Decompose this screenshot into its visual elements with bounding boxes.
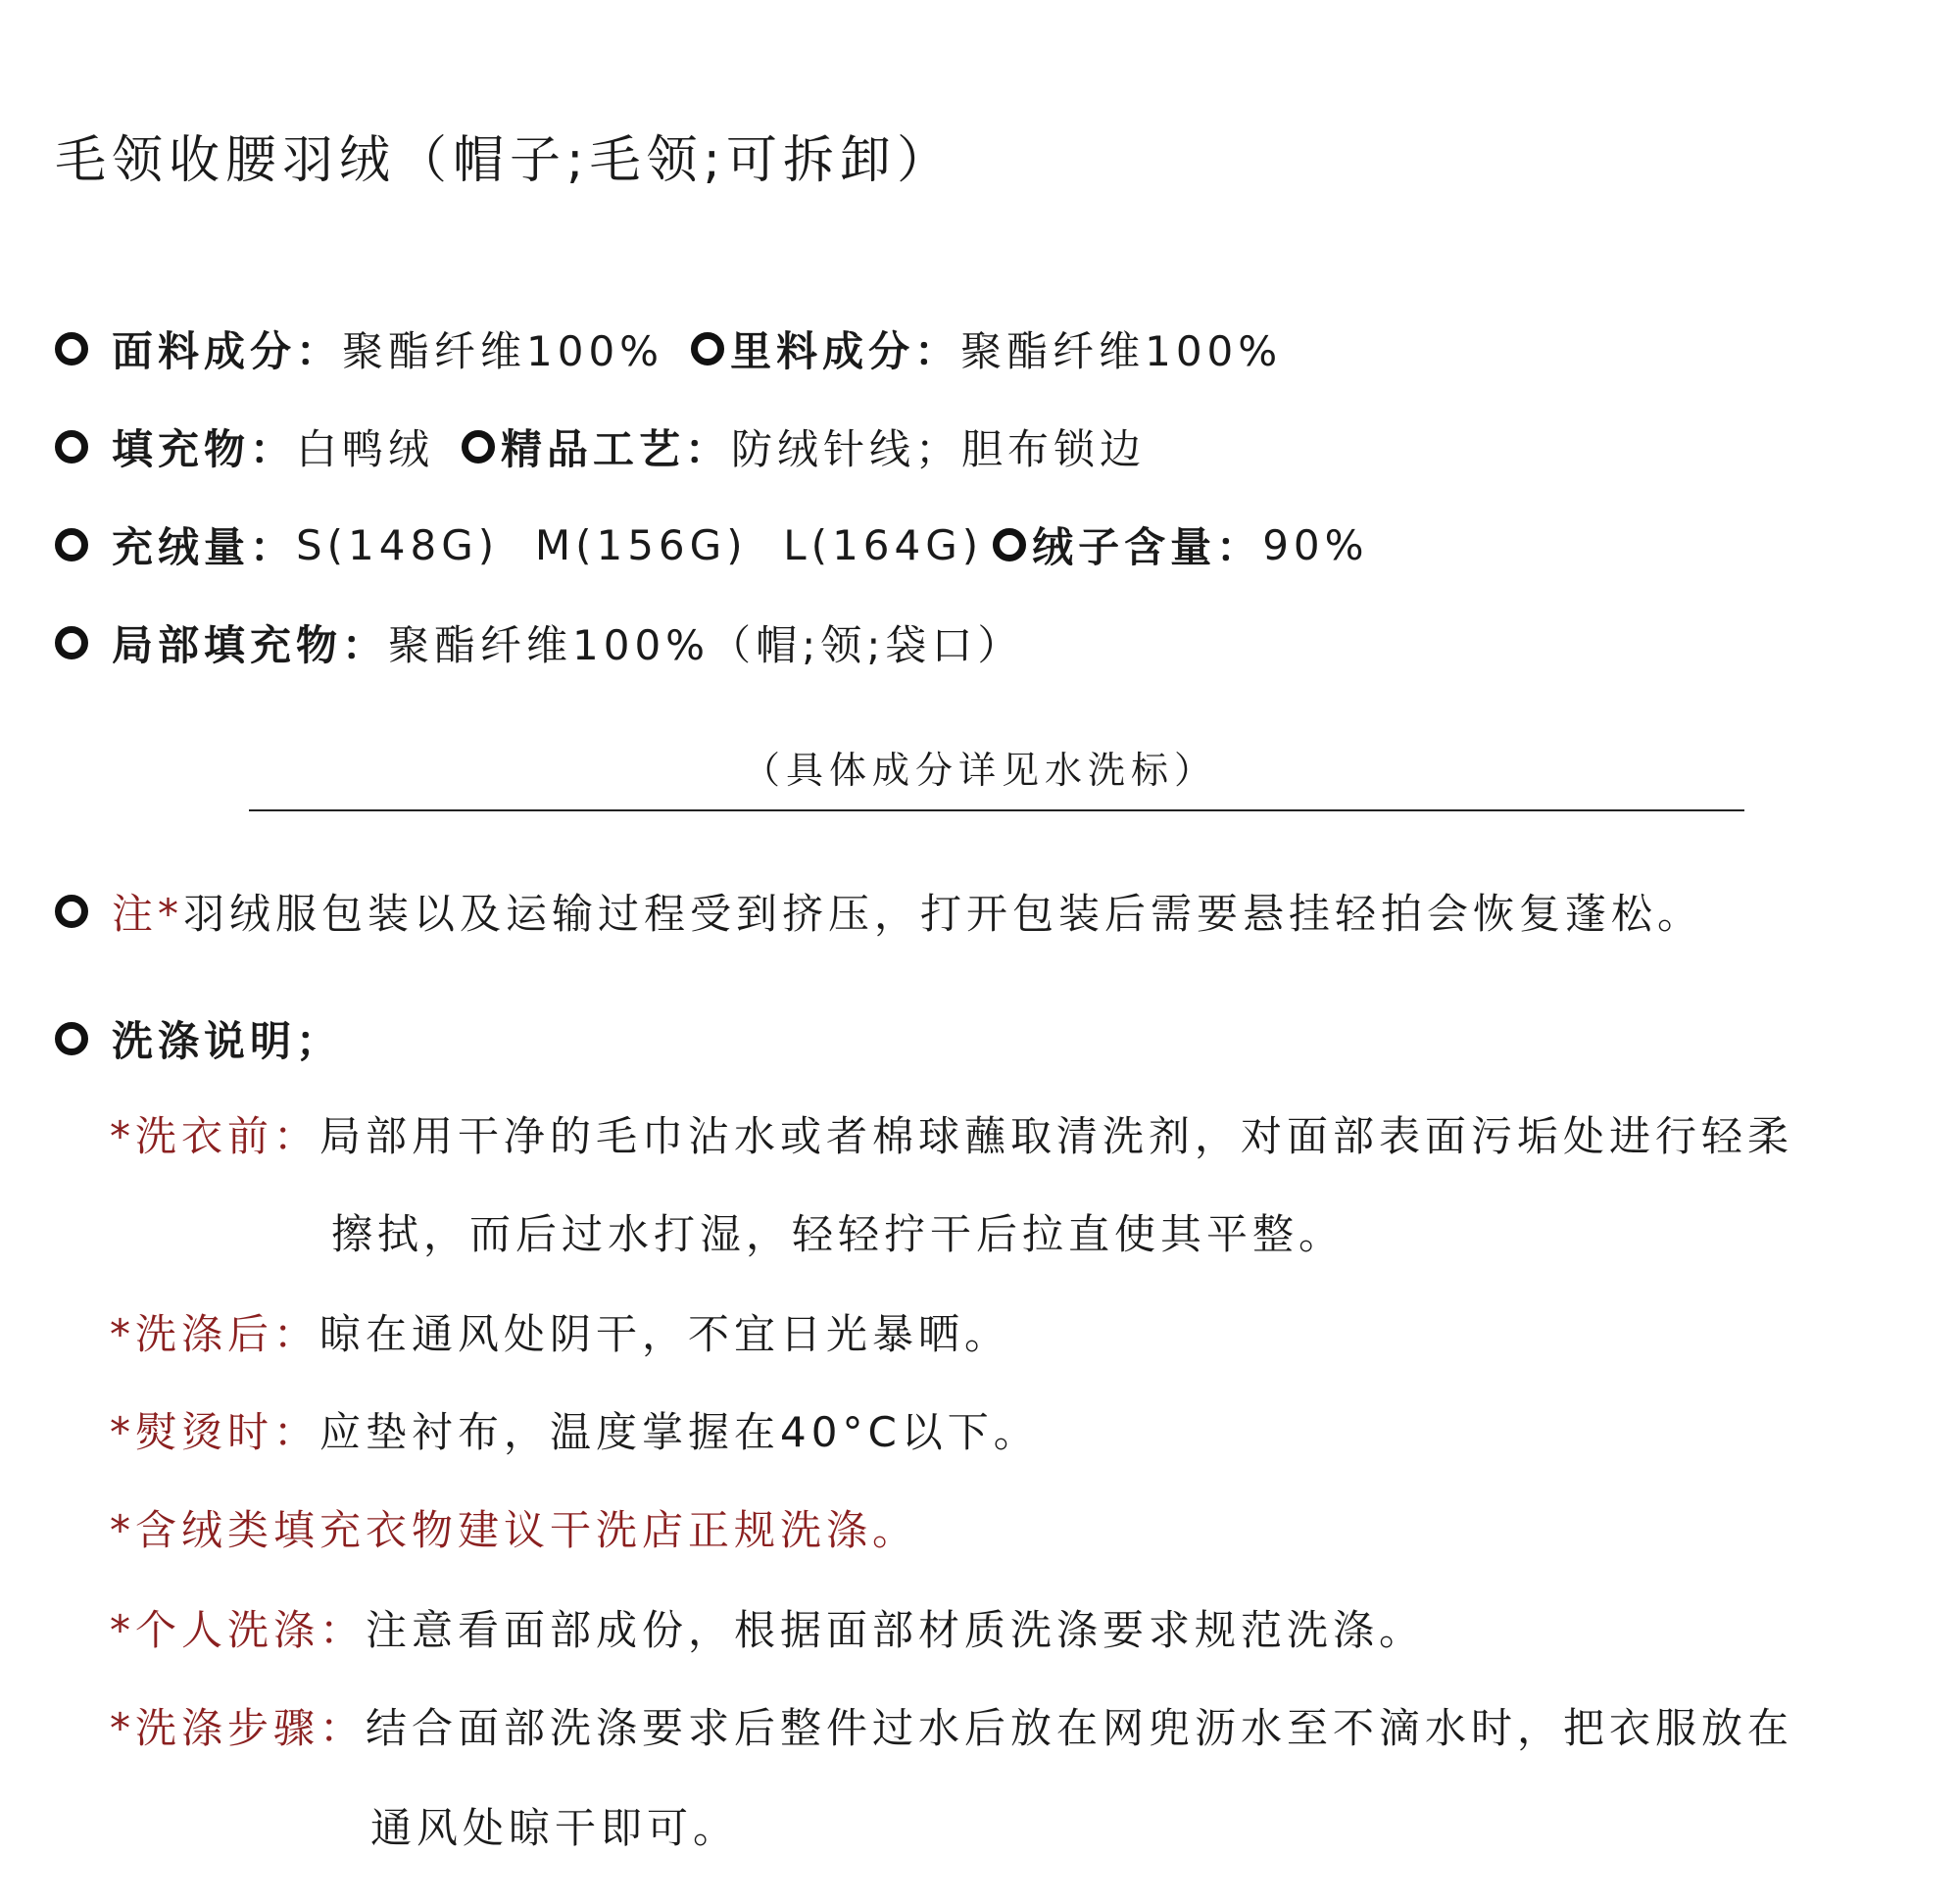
bullet-icon [55,1022,88,1055]
before-wash-label: *洗衣前： [110,1112,320,1160]
ironing-row [110,1401,1040,1464]
washing-heading-row [55,1007,342,1070]
down-content-value: 90% [1262,520,1369,569]
after-wash-text: 晾在通风处阴干，不宜日光暴晒。 [319,1310,1011,1358]
bullet-icon [462,430,495,464]
personal-wash-label: *个人洗涤： [110,1606,367,1654]
partial-fill-value: 聚酯纤维100%（帽;领;袋口） [388,621,1024,669]
wash-steps-row [110,1697,1793,1760]
bullet-icon [55,332,88,366]
partial-fill-label: 局部填充物： [112,621,389,669]
spec-row-filling [55,415,1146,478]
ironing-label: *熨烫时： [110,1408,320,1456]
wash-steps-text-1: 结合面部洗涤要求后整件过水后放在网兜沥水至不滴水时，把衣服放在 [366,1704,1794,1752]
lining-label: 里料成分： [730,327,961,375]
filling-label: 填充物： [112,425,297,473]
lining-value: 聚酯纤维100% [960,327,1283,375]
craft-value: 防绒针线；胆布锁边 [731,425,1147,473]
down-content-label: 绒子含量： [1032,523,1263,571]
bullet-icon [55,430,88,464]
after-wash-row [110,1303,1010,1366]
wash-steps-text-2: 通风处晾干即可。 [370,1804,740,1852]
filling-value: 白鸭绒 [296,425,435,473]
before-wash-text-1: 局部用干净的毛巾沾水或者棉球蘸取清洗剂，对面部表面污垢处进行轻柔 [319,1112,1794,1160]
fill-amount-label: 充绒量： [112,523,297,571]
bullet-icon [691,332,724,366]
product-title: 毛领收腰羽绒（帽子;毛领;可拆卸） [55,131,955,190]
before-wash-text-2: 擦拭，而后过水打湿，轻轻拧干后拉直使其平整。 [331,1210,1346,1258]
bullet-icon [993,528,1026,561]
craft-label: 精品工艺： [501,425,732,473]
bullet-icon [55,895,88,928]
fabric-label: 面料成分： [112,327,343,375]
dry-clean-advice: *含绒类填充衣物建议干洗店正规洗涤。 [110,1506,919,1554]
fabric-value: 聚酯纤维100% [342,327,664,375]
personal-wash-row [110,1599,1425,1662]
personal-wash-text: 注意看面部成份，根据面部材质洗涤要求规范洗涤。 [366,1606,1426,1654]
fill-amount-value: S(148G) M(156G) L(164G) [296,520,984,569]
packaging-note [55,880,1703,943]
before-wash-row [110,1105,1793,1168]
divider [249,809,1744,811]
after-wash-label: *洗涤后： [110,1310,320,1358]
spec-row-partial-fill [55,611,1023,674]
composition-note: （具体成分详见水洗标） [742,749,1217,792]
note-prefix: 注* [112,890,184,938]
wash-steps-label: *洗涤步骤： [110,1704,367,1752]
spec-row-fill-amount [55,513,1369,576]
note-text: 羽绒服包装以及运输过程受到挤压，打开包装后需要悬挂轻拍会恢复蓬松。 [183,890,1704,938]
bullet-icon [55,626,88,659]
bullet-icon [55,528,88,561]
spec-row-fabric [55,317,1282,380]
washing-heading: 洗涤说明； [112,1017,343,1065]
ironing-text: 应垫衬布，温度掌握在40°C以下。 [319,1408,1040,1456]
